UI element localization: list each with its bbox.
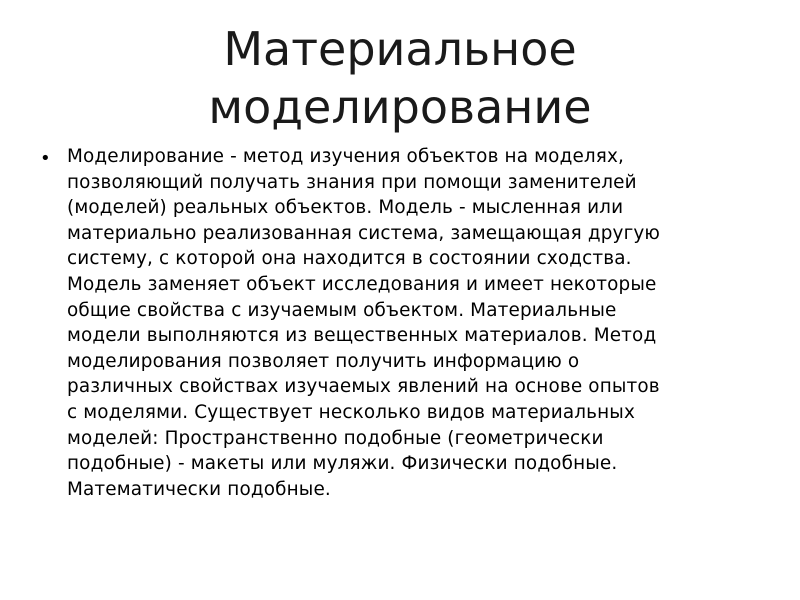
text-line: с моделями. Существует несколько видов материальных xyxy=(67,401,636,423)
text-line: различных свойствах изучаемых явлений на основе опытов xyxy=(67,376,660,398)
text-line: модели выполняются из вещественных материалов. Метод xyxy=(67,325,657,347)
text-line: моделей: Пространственно подобные (геометрически xyxy=(67,427,604,449)
text-line: подобные) - макеты или муляжи. Физически подобные. xyxy=(67,453,618,475)
text-line: материально реализованная система, замещающая другую xyxy=(67,222,661,244)
text-line: (моделей) реальных объектов. Модель - мысленная или xyxy=(67,197,624,219)
title-line-1: Материальное xyxy=(223,22,577,76)
text-line: моделирования позволяет получить информацию о xyxy=(67,350,580,372)
bullet-dot: • xyxy=(40,148,51,169)
text-line: систему, с которой она находится в состоянии сходства. xyxy=(67,248,632,270)
text-line: Моделирование - метод изучения объектов на моделях, xyxy=(67,146,625,167)
title-line-2: моделирование xyxy=(208,80,592,134)
slide-title xyxy=(0,20,800,136)
text-line: Модель заменяет объект исследования и имеет некоторые xyxy=(67,273,657,295)
bullet-text xyxy=(67,144,762,502)
text-line: позволяющий получать знания при помощи заменителей xyxy=(67,171,637,193)
text-line: общие свойства с изучаемым объектом. Материальные xyxy=(67,299,617,321)
text-line: Математически подобные. xyxy=(67,478,331,500)
